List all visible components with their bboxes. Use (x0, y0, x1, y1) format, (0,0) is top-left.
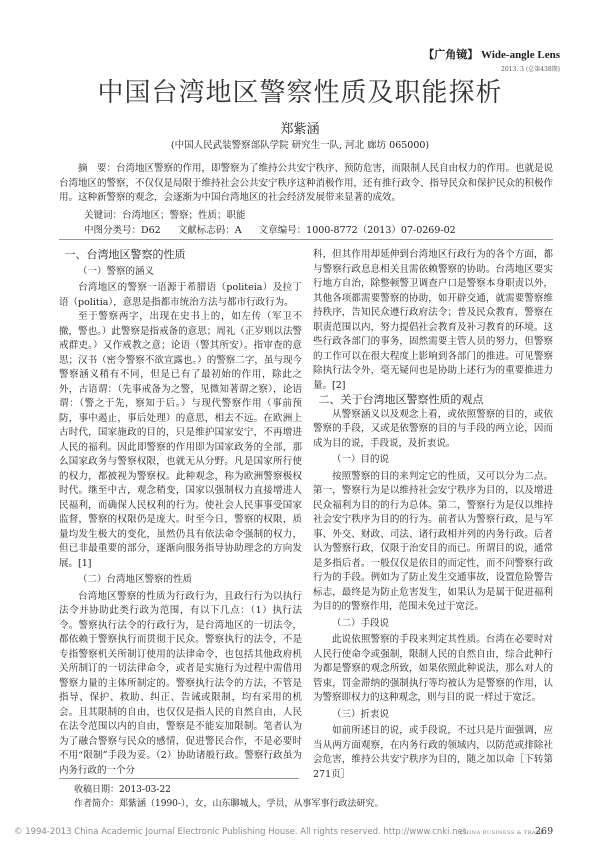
journal-name: CHINA BUSINESS & TRADE (460, 830, 545, 836)
document-code: 文献标志码：A (177, 225, 242, 236)
classification-line (84, 222, 470, 236)
paragraph: 科，但其作用却延伸到台湾地区行政行为的各个方面，都与警察行政息息相关且需依赖警察的协助。台湾地区要实行地方自治，除整顿警卫调查户口是警察本身职责以外，其他各项都需要警察的协助，如开辟交通，就需要警察维持秩序，告知民众遵行政府法令；普及民众教育，警察在职责范围以内，努力提倡社会教育及补习教育的环境。这些行政各部门的事务，固然需要主管人员的努力，但警察的工作可以在很大程度上影响到各部门的推进。可见警察除执行法令外，毫无疑问也是协助上述行为的重要推进力量。[2] (313, 249, 553, 391)
section-heading: 二、关于台湾地区警察性质的观点 (318, 393, 484, 406)
column-name: 【广角镜】 Wide-angle Lens (423, 49, 560, 61)
subsection-heading: （一）警察的涵义 (78, 265, 155, 277)
copyright-line: © 1994-2013 China Academic Journal Electronic Publishing House. All rights reserved. http://www.cnki.net (14, 827, 467, 837)
paragraph: 如前所述目的说，或手段说，不过只是片面强调，应当从两方面观察，在内务行政的领域内，以防范或排除社会危害，维持公共安宁秩序为目的，随之加以命［下转第271页］ (313, 725, 553, 780)
abstract: 摘 要：台湾地区警察的作用，即警察为了维持公共安宁秩序、预防危害，而限制人民自由权力的作用。也就是说台湾地区的警察，不仅仅是局限于维持社会公共安宁秩序这种消极作用，还有推行政令、指导民众和保护民众的积极作用。这种新警察的观念，会逐渐为中国台湾地区的社会经济发展带来显著的成效。 (59, 163, 554, 203)
paragraph: 台湾地区的警察一语源于希腊语（politeia）及拉丁语（politia），意思是指都市统治方法与都市行政行为。 (59, 282, 302, 308)
left-column (59, 248, 302, 778)
clc-number: 中图分类号：D62 (84, 225, 161, 236)
footnote (74, 783, 383, 811)
paragraph: 按照警察的目的来判定它的性质，又可以分为二点。第一，警察行为是以维持社会安宁秩序为目的，以及增进民众福利为目的的行为总体。第二，警察行为是仅以维持社会安宁秩序为目的的行为。前者认为警察行政，是与军事、外交、财政、司法、诸行政相并列的内务行政。后者认为警察行政，仅限于治安目的而已。所谓目的说，通常是多指后者。一般仅仅是依目的而定性，而不问警察行政行为的手段。例如为了防止发生交通事故，设置危险警告标志，最终是为防止危害发生，如果认为是属于促进福利为目的的警察作用，范围未免过于宽泛。 (313, 470, 553, 612)
footnote-divider (59, 778, 299, 779)
paragraph: 此说依照警察的手段来判定其性质。台湾在必要时对人民行使命令或强制，限制人民的自然自由，综合此种行为都是警察的观念所致，如果依照此种说法，那么对人的管束，罚金滞纳的强制执行等均被认为是警察的作用，认为警察即权力的这种观念，则与目的说一样过于宽泛。 (313, 634, 553, 703)
paragraph: 从警察涵义以及观念上看，或依照警察的目的，或依警察的手段，又或是依警察的目的与手段的两立论，因而成为目的说，手段说，及折衷说。 (313, 408, 553, 449)
paragraph: 台湾地区警察的性质为行政行为，且政行行为以执行法令并协助此类行政为范围，有以下几点：（1）执行法令。警察执行法令的行政行为，是台湾地区的一切法令，都依赖于警察执行而贯彻于民众。警察执行的法令，不是专指警察机关所制订使用的法律命令，也包括其他政府机关所制订的一切法律命令，或者是实施行为过程中需借用警察力量的主体所制定的。警察执行法令的方法，不管是指导、保护、救助、纠正、告诫或限制，均有采用的机会。且其限制的自由，也仅仅是指人民的自然自由，人民在法令范围以内的自由，警察是不能妄加限制。笔者认为为了融合警察与民众的感情，促进警民合作，不是必要时不用“限制”手段为妥。（2）协助诸般行政。警察行政虽为内务行政的一个分 (59, 590, 302, 776)
header-divider (59, 239, 553, 240)
received-date: 收稿日期：2013-03-22 (74, 785, 171, 795)
article-number: 文章编号：1000-8772（2013）07-0269-02 (258, 225, 456, 236)
author-name: 郑紫涵 (280, 122, 320, 137)
journal-header (423, 46, 560, 73)
subsection-heading: （二）台湾地区警察的性质 (78, 574, 193, 585)
section-heading: 一、台湾地区警察的性质 (64, 248, 186, 261)
article-title: 中国台湾地区警察性质及职能探析 (97, 78, 503, 108)
paragraph: 至于警察两字，出现在史书上的，如左传（军卫不撤，警也。）此警察是指戒备的意思；周礼（正岁则以法警戒群吏。）又作戒教之意；论语（警其所安）。指审查的意思；汉书（密令警察不欲宣露也。）的警察二字，虽与现今警察涵义稍有不同，但是已有了最初始的作用，除此之外，古语谓：（先事戒备为之警，见微知著谓之察），论语谓：（警之于先，察知于后。）与现代警察作用（事前预防，事中遏止，事后处理）的意思，相去不远。在欧洲上古时代，国家施政的目的，只是维护国家安宁，不再增进人民的福利。因此即警察的作用即为国家政务的全部，那么国家政务与警察权限，也就无从分野。凡是国家所行使的权力，都被视为警察权。此种观念，称为欧洲警察极权时代。继至中古，观念稍变，国家以强制权力直接增进人民福利，而确保人民权利的行为。使社会人民事事受国家监督，警察的权限仍是庞大。时至今日，警察的权限，质量均发生极大的变化，虽然仍具有依法命令强制的权力，但已非最重要的部分，逐渐向服务指导协助理念的方向发展。[1] (59, 311, 302, 569)
issue-info: 2013. 3 (总第438期) (501, 66, 560, 73)
author-bio: 作者简介：郑紫涵（1990-），女，山东聊城人，学员，从事军事行政法研究。 (74, 799, 384, 809)
right-column (313, 248, 553, 782)
subsection-heading: （一）目的说 (332, 454, 390, 465)
subsection-heading: （二）手段说 (332, 617, 390, 629)
page-number: 269 (535, 826, 554, 837)
author-affiliation: (中国人民武装警察部队学院 研究生一队, 河北 廊坊 065000) (170, 140, 430, 151)
keywords: 关键词：台湾地区；警察；性质；职能 (84, 210, 246, 221)
subsection-heading: （三）折衷说 (332, 708, 390, 720)
